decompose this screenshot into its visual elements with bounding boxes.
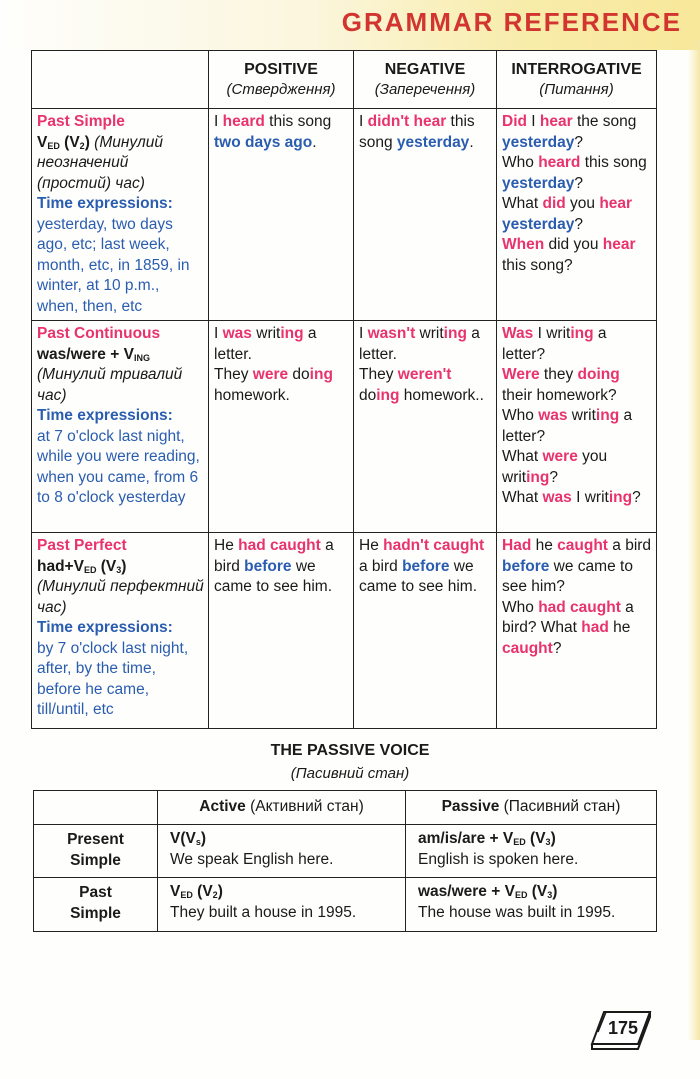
verb-form: did	[542, 195, 566, 212]
text: I	[359, 325, 368, 342]
verb-form: was	[542, 489, 572, 506]
positive-cell	[209, 533, 354, 729]
table-row-past-simple	[32, 109, 657, 321]
formula-part: was/were + V	[418, 883, 515, 900]
example-sentence: We speak English here.	[170, 850, 334, 868]
text: we came to see him.	[214, 557, 333, 595]
time-expressions-list: yesterday, two days ago, etc; last week, month, etc, in 1859, in winter, at 10 p.m., when, then, etc	[37, 215, 190, 315]
negative-cell	[354, 533, 497, 729]
verb-form: caught	[557, 537, 608, 554]
formula-sub: ED	[180, 890, 193, 900]
header-label: NEGATIVE	[384, 60, 466, 78]
verb-ending: ing	[570, 325, 594, 342]
active-cell	[158, 825, 406, 878]
text: Who	[502, 598, 539, 616]
formula-part: )	[84, 133, 90, 151]
verb-ending: ing	[376, 386, 400, 404]
text: What	[502, 448, 543, 465]
text: this song	[580, 154, 647, 171]
formula-sub: s	[195, 837, 201, 847]
text: you writ	[502, 448, 608, 486]
passive-header-row	[34, 791, 657, 825]
formula-part: )	[121, 557, 127, 575]
text: he	[608, 619, 631, 636]
header-label: POSITIVE	[244, 60, 318, 78]
formula-sub: 2	[79, 140, 85, 151]
table-row-past-continuous	[32, 321, 657, 533]
passive-cell	[406, 825, 657, 878]
time-expressions-label: Time expressions:	[37, 407, 173, 424]
verb-form: caught	[502, 639, 553, 657]
text: They	[359, 366, 398, 383]
text: I writ	[533, 325, 571, 342]
formula-part: (V	[525, 830, 546, 847]
text: do	[288, 366, 310, 383]
page-edge	[688, 40, 700, 1040]
passive-cell	[406, 878, 657, 932]
formula-part: )	[552, 883, 558, 900]
passive-voice-title: THE PASSIVE VOICE	[270, 742, 430, 759]
formula-sub: ED	[47, 140, 60, 151]
text: They	[214, 366, 253, 383]
formula-sub: ED	[514, 890, 528, 900]
text: I	[359, 113, 368, 130]
text: a bird	[359, 557, 403, 575]
text: I writ	[571, 489, 609, 506]
text: he	[531, 537, 558, 554]
verb-form: Was	[502, 325, 534, 342]
formula-part: was/were + V	[37, 345, 134, 363]
text: ?	[632, 489, 641, 506]
time-expressions-list: by 7 o'clock last night, after, by the time, before he came, till/until, etc	[37, 639, 189, 718]
text: they	[539, 366, 578, 383]
formula-part: )	[200, 830, 207, 847]
header-sub: (Питання)	[539, 80, 614, 98]
formula-sub: 2	[212, 890, 218, 900]
verb-ending: ing	[280, 325, 304, 342]
formula-part: had+V	[37, 557, 84, 575]
formula-part: V(V	[170, 830, 196, 847]
text: do	[359, 386, 377, 404]
formula-part: )	[550, 830, 556, 847]
formula-part: am/is/are + V	[418, 830, 514, 847]
text: Who	[502, 407, 539, 424]
header-label: INTERROGATIVE	[511, 60, 642, 78]
text: I	[526, 113, 540, 130]
verb-ending: ing	[608, 489, 633, 506]
text: a letter?	[502, 325, 607, 363]
time-marker: before	[244, 557, 292, 575]
text: this song?	[502, 256, 573, 274]
text: He	[359, 537, 384, 554]
interrogative-cell	[497, 109, 657, 321]
header-sub: (Пасивний стан)	[499, 798, 621, 815]
verb-ending: ing	[595, 407, 620, 424]
text: a letter.	[214, 325, 317, 363]
header-empty-cell	[32, 51, 209, 109]
tense-cell	[32, 109, 209, 321]
table-header-row	[32, 51, 657, 109]
text: did you	[544, 236, 603, 253]
verb-form: was	[222, 325, 252, 342]
time-marker: two days ago	[214, 133, 313, 151]
verb-ending: ing	[309, 366, 333, 383]
verb-form: hear	[599, 195, 633, 212]
verb-form: were	[252, 366, 289, 383]
formula-part: (V	[527, 883, 548, 900]
verb-form: were	[542, 448, 578, 465]
time-marker: yesterday	[502, 215, 575, 233]
verb-ending: ing	[443, 325, 467, 342]
verb-form: weren't	[397, 366, 452, 383]
formula-part: (V	[59, 133, 80, 151]
positive-cell	[209, 321, 354, 533]
time-expressions-list: at 7 o'clock last night, while you were reading, when you came, from 6 to 8 o'clock yesterday	[37, 427, 200, 506]
verb-form: heard	[222, 113, 265, 130]
text: I	[214, 113, 223, 130]
header-sub: (Активний стан)	[245, 798, 364, 815]
verb-form: doing	[577, 366, 620, 383]
active-cell	[158, 878, 406, 932]
header-active	[158, 791, 406, 825]
table-row-past-perfect	[32, 533, 657, 729]
header-positive	[209, 51, 354, 109]
table-row-past-simple	[34, 878, 657, 932]
time-marker: yesterday	[396, 133, 470, 151]
verb-form: hadn't caught	[383, 537, 485, 554]
header-label: Active	[199, 798, 246, 815]
verb-form: was	[538, 407, 568, 424]
header-sub: (Ствердження)	[226, 80, 336, 98]
formula-sub: 3	[116, 564, 122, 575]
tense-name: Past Continuous	[37, 325, 161, 342]
text: ?	[549, 468, 558, 486]
row-label-line: Present	[67, 831, 124, 848]
positive-cell	[209, 109, 354, 321]
text: a letter.	[359, 325, 480, 363]
text: a bird? What	[502, 598, 634, 636]
tense-name: Past Simple	[37, 113, 125, 130]
verb-form: had	[581, 619, 609, 636]
time-marker: before	[402, 557, 450, 575]
time-marker: yesterday	[502, 133, 575, 151]
text: this song	[359, 113, 475, 151]
formula-part: (V	[192, 883, 213, 900]
row-label	[34, 878, 158, 932]
table-row-present-simple	[34, 825, 657, 878]
text: Who	[502, 154, 539, 171]
text: the song	[572, 113, 637, 130]
row-label-line: Past	[79, 884, 112, 901]
formula-sub: 3	[545, 837, 551, 847]
text: .	[312, 133, 317, 151]
passive-voice-table	[33, 790, 657, 932]
interrogative-cell	[497, 321, 657, 533]
text: He	[214, 537, 239, 554]
tense-translation: (Минулий тривалий час)	[37, 366, 183, 404]
formula-part: )	[217, 883, 223, 900]
row-label-line: Simple	[70, 851, 121, 869]
formula-sub: ED	[83, 564, 97, 575]
text: ?	[574, 174, 584, 192]
text: we came to see him?	[502, 557, 633, 595]
text: What	[502, 195, 543, 212]
time-expressions-label: Time expressions:	[37, 195, 173, 212]
formula-sub: 3	[547, 890, 553, 900]
formula-part: V	[37, 133, 48, 151]
verb-form: Had	[502, 537, 532, 554]
formula-part: (V	[96, 557, 117, 575]
text: ?	[574, 133, 584, 151]
verb-form: Did	[502, 113, 527, 130]
header-sub: (Заперечення)	[374, 80, 476, 98]
header-passive	[406, 791, 657, 825]
text: ?	[552, 639, 562, 657]
verb-form: heard	[538, 154, 581, 171]
passive-voice-subtitle: (Пасивний стан)	[290, 765, 410, 782]
tense-cell	[32, 533, 209, 729]
example-sentence: English is spoken here.	[418, 850, 579, 868]
question-word: When	[502, 236, 545, 253]
page-number: 175	[608, 1018, 639, 1038]
tense-cell	[32, 321, 209, 533]
text: we came to see him.	[359, 557, 478, 595]
page-title: GRAMMAR REFERENCE	[341, 7, 682, 37]
text: writ	[567, 407, 596, 424]
text: I	[214, 325, 223, 342]
text: a bird	[214, 537, 334, 575]
time-expressions-label: Time expressions:	[37, 619, 173, 636]
tense-translation: (Минулий неозначений (простий) час)	[37, 133, 163, 192]
header-label: Passive	[441, 798, 500, 815]
verb-form: didn't hear	[367, 113, 447, 130]
header-empty-cell	[34, 791, 158, 825]
negative-cell	[354, 109, 497, 321]
text: this song	[264, 113, 332, 130]
interrogative-cell	[497, 533, 657, 729]
text: What	[502, 489, 543, 506]
verb-form: had caught	[538, 598, 621, 616]
text: their homework?	[502, 386, 617, 404]
formula-sub: ED	[513, 837, 526, 847]
row-label-line: Simple	[70, 904, 121, 922]
formula-part: V	[170, 883, 181, 900]
example-sentence: The house was built in 1995.	[418, 903, 616, 921]
time-marker: yesterday	[502, 174, 575, 192]
time-marker: before	[502, 557, 550, 575]
header-negative	[354, 51, 497, 109]
verb-form: had caught	[238, 537, 321, 554]
tense-translation: (Минулий перфектний час)	[37, 578, 204, 616]
text: writ	[415, 325, 444, 342]
text: homework.	[214, 386, 290, 404]
verb-form: hear	[539, 113, 573, 130]
verb-form: wasn't	[367, 325, 416, 342]
text: a letter?	[502, 407, 633, 445]
example-sentence: They built a house in 1995.	[170, 903, 357, 921]
negative-cell	[354, 321, 497, 533]
text: homework..	[399, 386, 484, 404]
header-interrogative	[497, 51, 657, 109]
verb-ending: ing	[526, 468, 550, 486]
row-label	[34, 825, 158, 878]
tense-name: Past Perfect	[37, 537, 127, 554]
verb-form: hear	[602, 236, 636, 253]
text: ?	[574, 215, 584, 233]
formula-sub: ING	[133, 352, 150, 363]
grammar-table	[31, 50, 657, 729]
text: a bird	[607, 537, 652, 554]
verb-form: Were	[502, 366, 540, 383]
text: writ	[251, 325, 281, 342]
text: .	[469, 133, 474, 151]
text: you	[565, 195, 600, 212]
